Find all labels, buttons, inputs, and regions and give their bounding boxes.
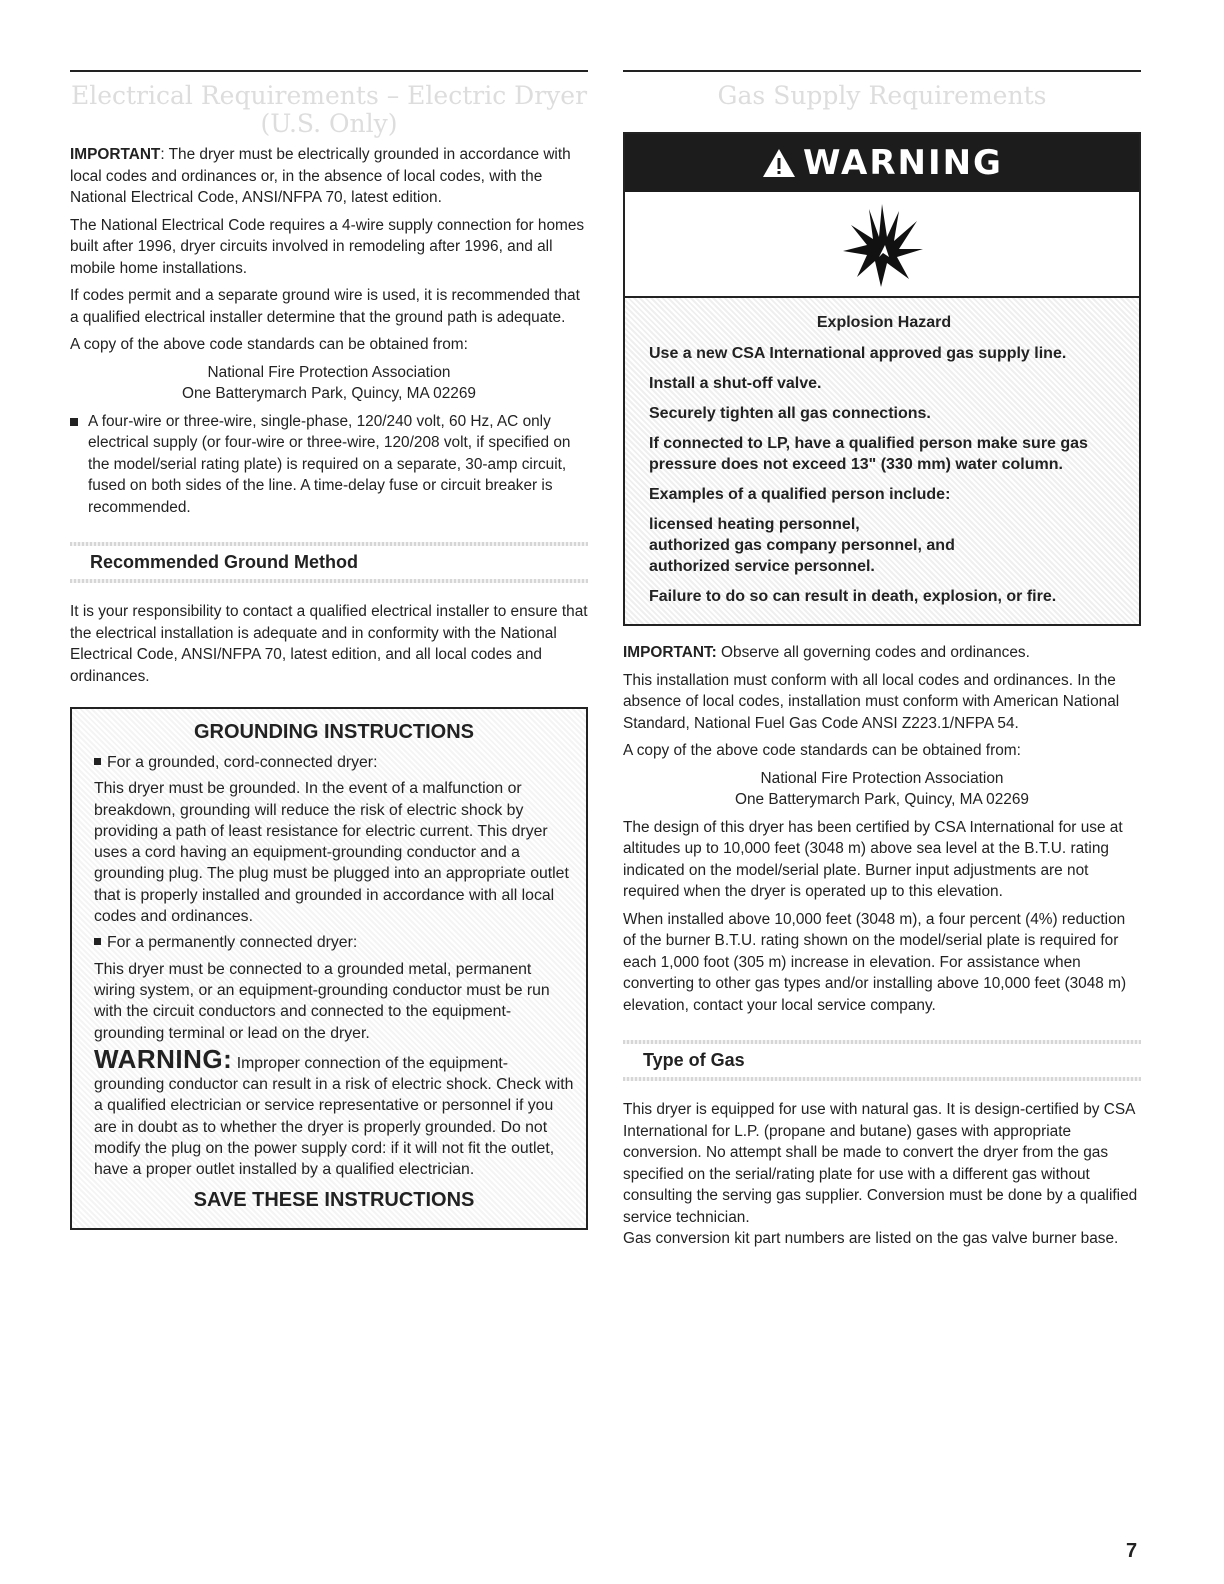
bullet-square-icon bbox=[94, 758, 101, 765]
warning-banner: WARNING bbox=[625, 134, 1139, 192]
paragraph: The design of this dryer has been certified by CSA International for use at altitudes up to 10,000 feet (3048 m) above sea level at the B.T.U. rating indicated on the model/serial plate. Burner input adjustments are not required when the dryer is operated up to this elevation. bbox=[623, 818, 1123, 900]
paragraph: A copy of the above code standards can be obtained from: bbox=[70, 336, 468, 353]
grounding-instructions-box bbox=[70, 707, 588, 1230]
bullet-square-icon bbox=[70, 418, 78, 426]
explosion-icon bbox=[625, 192, 1139, 298]
grounding-warning: WARNING: Improper connection of the equipment-grounding conductor can result in a risk of electric shock. Check with a qualified electrician or service representative or personnel if you are in doubt as to whether the dryer is properly grounded. Do not modify the plug on the power supply cord: if it will not fit the outlet, have a proper outlet installed by a qualified electrician. bbox=[94, 1043, 574, 1179]
grounding-box-title: GROUNDING INSTRUCTIONS bbox=[194, 721, 474, 743]
grounding-item-text: This dryer must be connected to a grounded metal, permanent wiring system, or an equipment-grounding conductor must be run with the circuit conductors and connected to the equipment-grounding terminal or lead on the dryer. bbox=[94, 960, 550, 1042]
paragraph: The National Electrical Code requires a 4-wire supply connection for homes built after 1996, dryer circuits involved in remodeling after 1996, and all mobile home installations. bbox=[70, 216, 585, 277]
right-column bbox=[623, 70, 1141, 1256]
bullet-square-icon bbox=[94, 938, 101, 945]
paragraph: A copy of the above code standards can be obtained from: bbox=[623, 742, 1021, 759]
type-of-gas-heading: Type of Gas bbox=[623, 1040, 1141, 1081]
hazard-line: Examples of a qualified person include: bbox=[649, 486, 951, 503]
left-column bbox=[70, 70, 588, 1230]
electrical-section-title: Electrical Requirements – Electric Dryer (U.S. Only) bbox=[70, 81, 588, 138]
ground-method-paragraph: It is your responsibility to contact a qualified electrical installer to ensure that the electrical installation is adequate and in conformity with the National Electrical Code, ANSI/NFPA 70, latest edition, and all local codes and ordinances. bbox=[70, 603, 588, 685]
save-instructions-label: SAVE THESE INSTRUCTIONS bbox=[193, 1188, 475, 1211]
grounding-item-text: This dryer must be grounded. In the event of a malfunction or breakdown, grounding will reduce the risk of electric shock by providing a path of least resistance for electric current. This dryer uses a cord having an equipment-grounding conductor and a grounding plug. The plug must be plugged into an appropriate outlet that is properly installed and grounded in accordance with all local codes and ordinances. bbox=[94, 780, 569, 926]
hazard-line: Use a new CSA International approved gas supply line. bbox=[649, 345, 1067, 362]
hazard-line: If connected to LP, have a qualified person make sure gas pressure does not exceed 13" (330 mm) water column. bbox=[649, 435, 1088, 473]
hazard-line: Install a shut-off valve. bbox=[649, 375, 822, 392]
important-paragraph: IMPORTANT: The dryer must be electrically grounded in accordance with local codes and ordinances or, in the absence of local codes, with the National Electrical Code, ANSI/NFPA 70, latest edition. bbox=[70, 146, 571, 206]
page-number: 7 bbox=[1126, 1540, 1138, 1562]
address-block: National Fire Protection Association One Batterymarch Park, Quincy, MA 02269 bbox=[182, 363, 476, 402]
explosion-warning-box bbox=[623, 132, 1141, 626]
section-rule bbox=[70, 70, 588, 72]
hazard-line: Failure to do so can result in death, explosion, or fire. bbox=[649, 588, 1057, 605]
supply-bullet: A four-wire or three-wire, single-phase, 120/240 volt, 60 Hz, AC only electrical supply (or four-wire or three-wire, 120/208 volt, if specified on the model/serial rating plate) is required on a separate, 30-amp circuit, fused on both sides of the line. A time-delay fuse or circuit breaker is recommended. bbox=[70, 411, 588, 519]
grounding-item-label: For a grounded, cord-connected dryer: bbox=[94, 752, 574, 773]
hazard-line: Securely tighten all gas connections. bbox=[649, 405, 931, 422]
gas-paragraph: Gas conversion kit part numbers are listed on the gas valve burner base. bbox=[623, 1230, 1119, 1247]
ground-method-heading: Recommended Ground Method bbox=[70, 542, 588, 583]
important-paragraph: IMPORTANT: Observe all governing codes and ordinances. bbox=[623, 644, 1030, 661]
paragraph: This installation must conform with all local codes and ordinances. In the absence of local codes, installation must conform with American National Standard, National Fuel Gas Code ANSI Z223.1/NFPA 54. bbox=[623, 671, 1120, 732]
hazard-line: licensed heating personnel, authorized gas company personnel, and authorized service personnel. bbox=[649, 516, 955, 575]
warning-triangle-icon bbox=[761, 147, 797, 179]
grounding-item-label: For a permanently connected dryer: bbox=[94, 932, 574, 953]
warning-body bbox=[625, 298, 1139, 624]
hazard-title: Explosion Hazard bbox=[816, 314, 952, 331]
paragraph: When installed above 10,000 feet (3048 m), a four percent (4%) reduction of the burner B.T.U. rating shown on the model/serial plate is required for each 1,000 foot (305 m) increase in elevation. For assistance when converting to other gas types and/or installing above 10,000 feet (3048 m) elevation, contact your local service company. bbox=[623, 910, 1127, 1014]
gas-section-title: Gas Supply Requirements bbox=[717, 81, 1047, 110]
address-block: National Fire Protection Association One Batterymarch Park, Quincy, MA 02269 bbox=[735, 769, 1029, 808]
section-rule bbox=[623, 70, 1141, 72]
paragraph: If codes permit and a separate ground wire is used, it is recommended that a qualified electrical installer determine that the ground path is adequate. bbox=[70, 287, 580, 326]
gas-paragraph: This dryer is equipped for use with natural gas. It is design-certified by CSA International for L.P. (propane and butane) gases with appropriate conversion. No attempt shall be made to convert the dryer from the gas specified on the serial/rating plate for use with a different gas without consulting the serving gas supplier. Conversion must be done by a qualified service technician. bbox=[623, 1101, 1138, 1226]
